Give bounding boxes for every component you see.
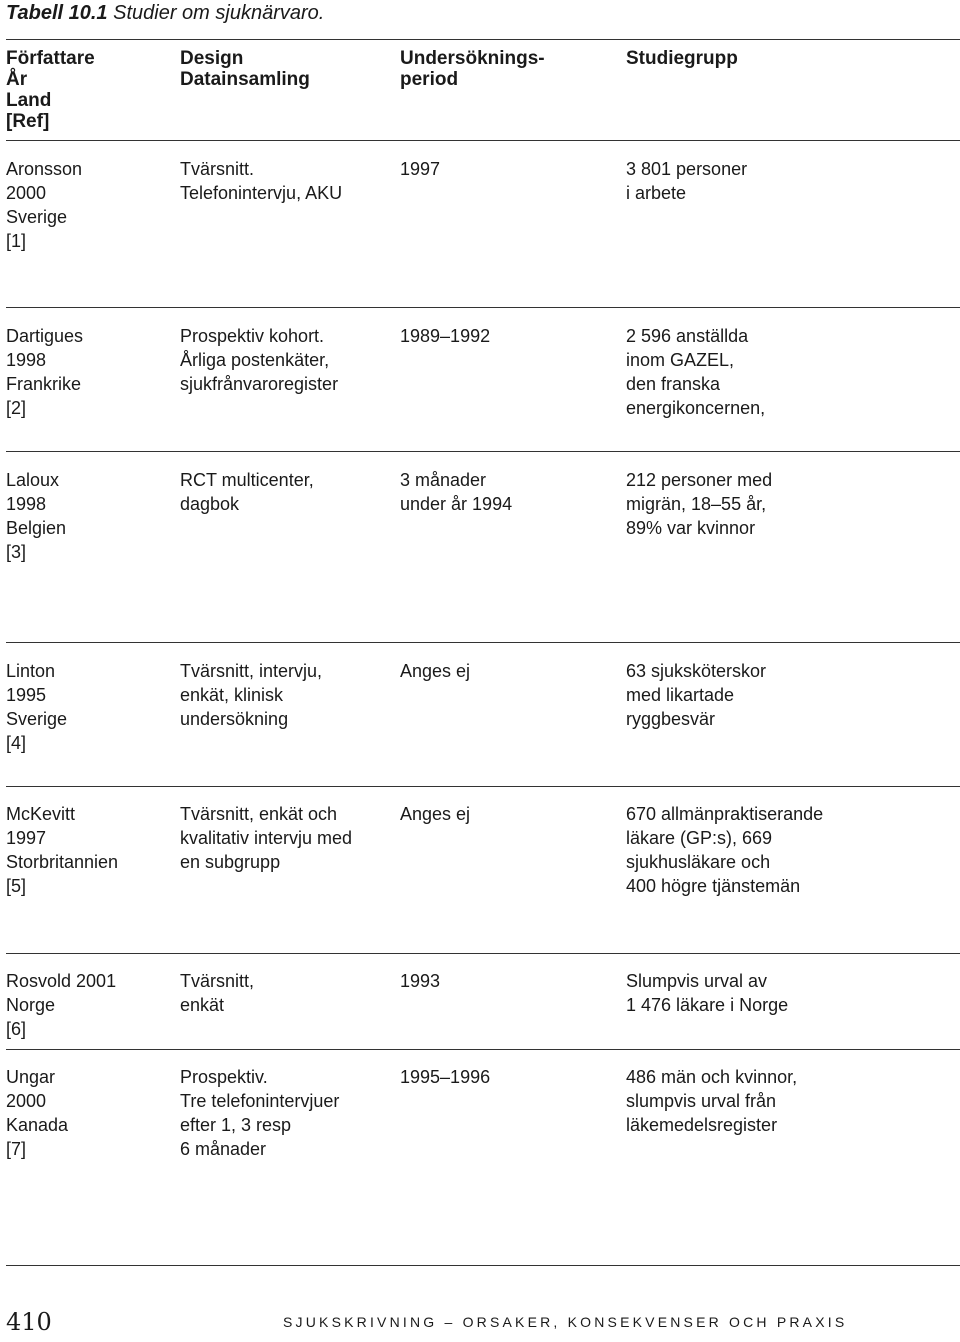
table-row-dartigues-group: 2 596 anställda inom GAZEL, den franska energikoncernen, — [626, 326, 766, 418]
table-row-mckevitt-design: Tvärsnitt, enkät och kvalitativ intervju med en subgrupp — [180, 804, 353, 872]
table-number: Tabell 10.1 — [6, 2, 108, 24]
table-row-ungar-design: Prospektiv. Tre telefonintervjuer efter 1, 3 resp 6 månader — [180, 1067, 340, 1159]
table-row-laloux-period: 3 månader under år 1994 — [400, 470, 513, 514]
header-top-rule — [6, 39, 960, 40]
table-row-aronsson-author: Aronsson 2000 Sverige [1] — [6, 159, 83, 251]
table-row-ungar-period: 1995–1996 — [400, 1067, 491, 1087]
table-row-linton-group: 63 sjuksköterskor med likartade ryggbesvär — [626, 661, 767, 729]
table-row-rosvold-period: 1993 — [400, 971, 441, 991]
table-row-aronsson-design: Tvärsnitt. Telefonintervju, AKU — [180, 159, 343, 203]
row-divider — [6, 786, 960, 787]
column-header-design: Design Datainsamling — [180, 48, 310, 90]
table-row-laloux-design: RCT multicenter, dagbok — [180, 470, 314, 514]
running-title: SJUKSKRIVNING – ORSAKER, KONSEKVENSER OCH PRAXIS — [283, 1314, 848, 1330]
table-row-laloux-author: Laloux 1998 Belgien [3] — [6, 470, 67, 562]
table-row-linton-author: Linton 1995 Sverige [4] — [6, 661, 68, 753]
table-row-mckevitt-group: 670 allmänpraktiserande läkare (GP:s), 669 sjukhusläkare och 400 högre tjänstemän — [626, 804, 824, 896]
table-caption — [6, 0, 324, 26]
table-row-dartigues-design: Prospektiv kohort. Årliga postenkäter, sjukfrånvaroregister — [180, 326, 339, 394]
table-row-dartigues-author: Dartigues 1998 Frankrike [2] — [6, 326, 84, 418]
table-row-rosvold-design: Tvärsnitt, enkät — [180, 971, 255, 1015]
table-row-rosvold-group: Slumpvis urval av 1 476 läkare i Norge — [626, 971, 789, 1015]
table-row-aronsson-group: 3 801 personer i arbete — [626, 159, 748, 203]
table-row-rosvold-author: Rosvold 2001 Norge [6] — [6, 971, 117, 1039]
row-divider — [6, 307, 960, 308]
table-row-ungar-group: 486 män och kvinnor, slumpvis urval från läkemedelsregister — [626, 1067, 798, 1135]
table-row-aronsson-period: 1997 — [400, 159, 441, 179]
header-bottom-rule — [6, 140, 960, 141]
table-row-ungar-author: Ungar 2000 Kanada [7] — [6, 1067, 69, 1159]
row-divider — [6, 1049, 960, 1050]
column-header-period: Undersöknings- period — [400, 48, 545, 90]
page-number: 410 — [6, 1308, 52, 1336]
table-bottom-rule — [6, 1265, 960, 1266]
table-row-linton-design: Tvärsnitt, intervju, enkät, klinisk undersökning — [180, 661, 323, 729]
table-row-dartigues-period: 1989–1992 — [400, 326, 491, 346]
table-row-mckevitt-period: Anges ej — [400, 804, 471, 824]
table-row-linton-period: Anges ej — [400, 661, 471, 681]
table-row-mckevitt-author: McKevitt 1997 Storbritannien [5] — [6, 804, 119, 896]
row-divider — [6, 451, 960, 452]
table-title: Studier om sjuknärvaro. — [113, 2, 325, 24]
row-divider — [6, 953, 960, 954]
column-header-author: Författare År Land [Ref] — [6, 48, 95, 132]
table-row-laloux-group: 212 personer med migrän, 18–55 år, 89% var kvinnor — [626, 470, 773, 538]
row-divider — [6, 642, 960, 643]
column-header-study-group: Studiegrupp — [626, 48, 738, 69]
